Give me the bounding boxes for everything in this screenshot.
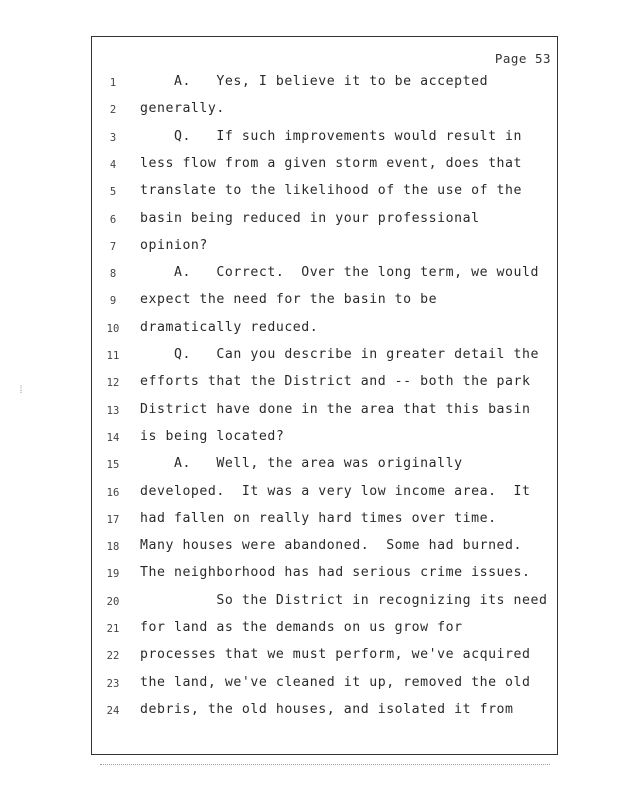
- line-number: 7: [109, 240, 117, 253]
- line-number: 12: [106, 377, 120, 390]
- transcript-line: [92, 101, 559, 123]
- line-number: 2: [109, 104, 117, 117]
- line-text: opinion?: [140, 237, 208, 253]
- line-text: expect the need for the basin to be: [140, 292, 438, 308]
- line-text: developed. It was a very low income area. It: [140, 483, 531, 499]
- transcript-line: [92, 74, 559, 96]
- line-number: 24: [106, 704, 120, 717]
- transcript-line: [92, 511, 559, 533]
- line-text: Many houses were abandoned. Some had burned.: [140, 538, 523, 554]
- transcript-line: [92, 484, 559, 506]
- transcript-line: [92, 429, 559, 451]
- transcript-line: [92, 238, 559, 260]
- line-text: had fallen on really hard times over time.: [140, 510, 497, 526]
- transcript-line: [92, 183, 559, 205]
- line-text: processes that we must perform, we've acquired: [140, 647, 531, 663]
- transcript-line: [92, 565, 559, 587]
- line-text: Q. Can you describe in greater detail the: [140, 347, 540, 362]
- line-text: generally.: [140, 101, 225, 117]
- transcript-line: [92, 265, 559, 287]
- line-number: 23: [106, 677, 120, 690]
- line-text: efforts that the District and -- both the park: [140, 374, 531, 390]
- line-number: 21: [106, 623, 120, 635]
- line-text: translate to the likelihood of the use of the: [140, 183, 523, 199]
- line-number: 19: [106, 568, 120, 581]
- page-number: Page 53: [494, 51, 551, 66]
- line-text: dramatically reduced.: [140, 319, 319, 335]
- transcript-line: [92, 620, 559, 642]
- line-number: 6: [109, 213, 117, 226]
- line-text: A. Well, the area was originally: [140, 456, 463, 472]
- scan-mark: ⁞: [18, 385, 25, 396]
- line-number: 9: [109, 295, 117, 308]
- line-number: 1: [109, 77, 117, 89]
- line-number: 15: [106, 459, 120, 472]
- transcript-line: [92, 675, 559, 697]
- line-text: A. Yes, I believe it to be accepted: [140, 74, 489, 89]
- transcript-line: [92, 292, 559, 314]
- transcript-line: [92, 320, 559, 342]
- line-text: The neighborhood has had serious crime issues.: [140, 565, 531, 581]
- line-number: 10: [106, 322, 120, 335]
- transcript-line: [92, 129, 559, 151]
- line-text: So the District in recognizing its need: [140, 592, 548, 608]
- line-text: the land, we've cleaned it up, removed the old: [140, 674, 531, 690]
- line-text: A. Correct. Over the long term, we would: [140, 265, 540, 281]
- transcript-line: [92, 593, 559, 615]
- transcript-page: [91, 36, 558, 755]
- line-text: basin being reduced in your professional: [140, 210, 480, 226]
- line-text: is being located?: [140, 428, 285, 444]
- transcript-line: [92, 647, 559, 669]
- line-number: 18: [106, 541, 120, 554]
- line-number: 3: [109, 131, 117, 144]
- line-number: 17: [106, 513, 120, 526]
- line-number: 14: [106, 431, 120, 444]
- line-number: 8: [109, 268, 117, 281]
- line-number: 16: [106, 486, 120, 499]
- line-number: 4: [109, 158, 117, 171]
- line-number: 11: [106, 350, 120, 362]
- transcript-line: [92, 402, 559, 424]
- transcript-line: [92, 702, 559, 724]
- transcript-line: [92, 538, 559, 560]
- bottom-rule: [100, 764, 550, 765]
- transcript-line: [92, 347, 559, 369]
- transcript-line: [92, 456, 559, 478]
- transcript-line: [92, 211, 559, 233]
- line-number: 20: [106, 595, 120, 608]
- line-number: 5: [109, 186, 117, 199]
- transcript-line: [92, 374, 559, 396]
- transcript-line: [92, 156, 559, 178]
- line-number: 13: [106, 404, 120, 417]
- line-text: Q. If such improvements would result in: [140, 128, 523, 144]
- line-text: District have done in the area that this basin: [140, 401, 531, 417]
- line-text: debris, the old houses, and isolated it from: [140, 701, 514, 717]
- line-number: 22: [106, 650, 120, 663]
- line-text: for land as the demands on us grow for: [140, 620, 463, 635]
- line-text: less flow from a given storm event, does that: [140, 155, 523, 171]
